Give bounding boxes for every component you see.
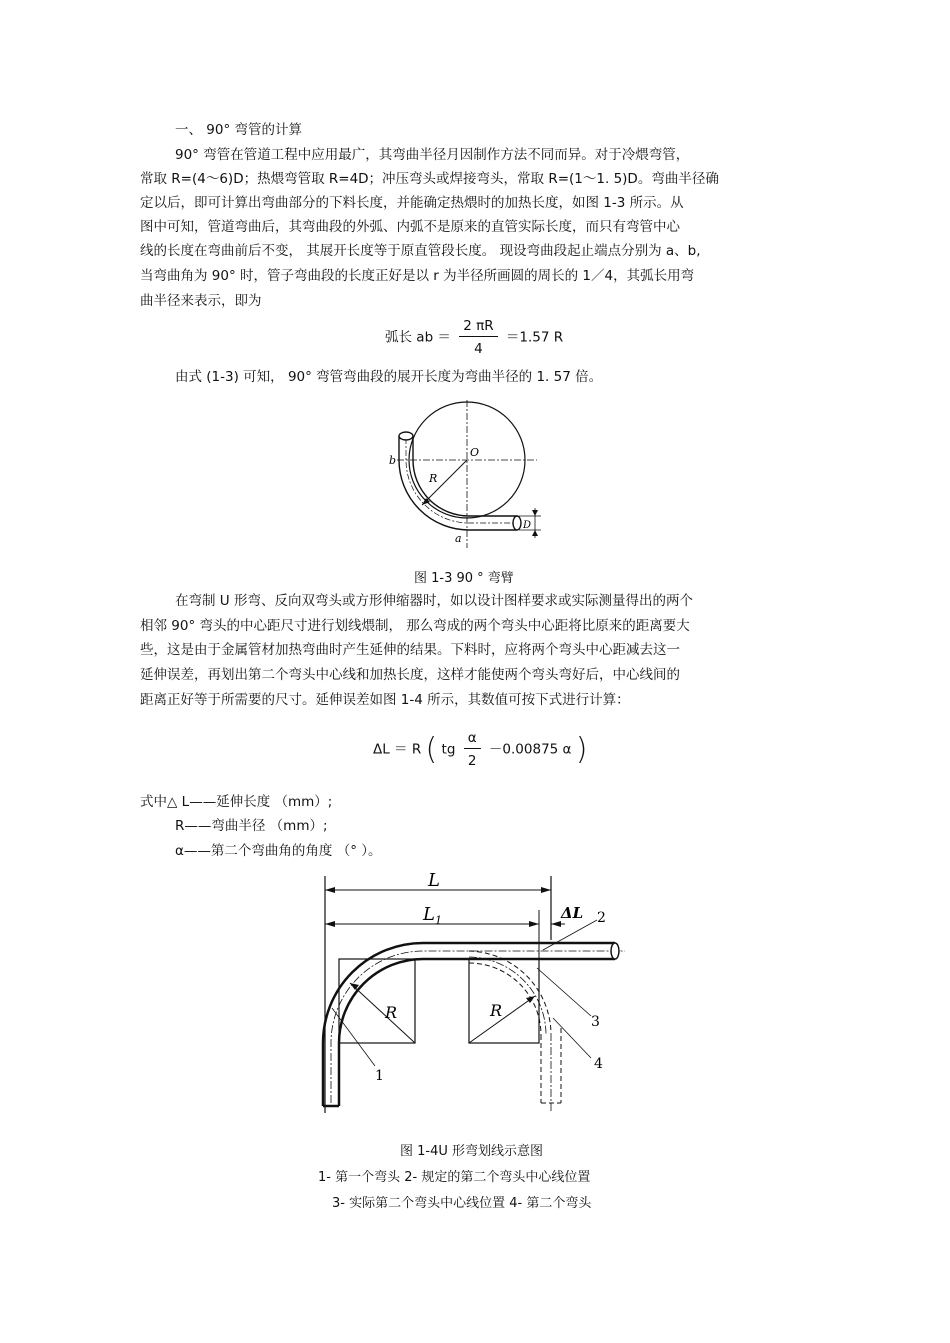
definition-delta-l: 式中△ L——延伸长度 （mm）; <box>140 794 333 810</box>
fraction-numerator: 2 πR <box>459 318 497 337</box>
text-line: 常取 R=(4～6)D；热煨弯管取 R=4D；冲压弯头或焊接弯头，常取 R=(1～1. 5)D。弯曲半径确 <box>140 171 719 187</box>
figure-1-4-legend-line-1: 1- 第一个弯头 2- 规定的第二个弯头中心线位置 <box>318 1170 591 1185</box>
label-2: 2 <box>597 910 606 926</box>
leader-4 <box>553 1018 591 1058</box>
formula-rest: －0.00875 α <box>488 741 572 758</box>
label-l1-main: L <box>423 904 435 925</box>
text-line: 在弯制 U 形弯、反向双弯头或方形伸缩器时，如以设计图样要求或实际测量得出的两个 <box>175 593 693 609</box>
text-line: 曲半径来表示，即为 <box>140 293 262 309</box>
formula-lhs: ΔL ＝ R <box>373 741 422 758</box>
label-4: 4 <box>594 1056 603 1072</box>
figure-1-3-diagram <box>385 398 565 558</box>
formula-lhs: 弧长 ab ＝ <box>385 329 451 346</box>
fraction-denominator: 2 <box>467 753 477 769</box>
label-l1 <box>422 904 442 927</box>
dim-dl-arrow <box>551 921 561 927</box>
label-l1-sub: 1 <box>434 914 442 927</box>
label-r: R <box>429 472 438 485</box>
formula-rhs: ＝1.57 R <box>505 329 564 346</box>
fraction-numerator: α <box>464 730 481 749</box>
pipe-centerline <box>406 438 515 523</box>
text-line: 定以后，即可计算出弯曲部分的下料长度，并能确定热煨时的加热长度，如图 1-3 所示。从 <box>140 195 684 211</box>
figure-1-4-caption: 图 1-4U 形弯划线示意图 <box>400 1144 544 1159</box>
label-r-left: R <box>385 1003 398 1022</box>
label-3: 3 <box>591 1014 600 1030</box>
text-line: 距离正好等于所需要的尺寸。延伸误差如图 1-4 所示，其数值可按下式进行计算： <box>140 692 630 708</box>
fraction <box>464 730 481 769</box>
paragraph-2: 由式 (1-3) 可知， 90° 弯管弯曲段的展开长度为弯曲半径的 1. 57 倍。 <box>175 369 603 385</box>
dim-l-arrow-right <box>541 887 551 893</box>
section-title: 一、 90° 弯管的计算 <box>175 122 303 138</box>
fraction <box>459 318 497 357</box>
text-line: 90° 弯管在管道工程中应用最广，其弯曲半径月因制作方法不同而异。对于冷煨弯管， <box>175 147 690 163</box>
text-line: 图中可知，管道弯曲后，其弯曲段的外弧、内弧不是原来的直管实际长度，而只有弯管中心 <box>140 219 680 235</box>
d-arrow-top <box>532 510 538 516</box>
figure-1-4-diagram <box>315 868 645 1118</box>
figure-1-3-caption: 图 1-3 90 ° 弯臂 <box>414 571 514 586</box>
label-b: b <box>389 454 397 467</box>
formula-arc-length <box>385 318 563 357</box>
label-a: a <box>455 532 462 545</box>
text-line: 相邻 90° 弯头的中心距尺寸进行划线煨制， 那么弯成的两个弯头中心距将比原来的距离要大 <box>140 618 690 634</box>
label-d: D <box>523 520 532 531</box>
pipe-top-end <box>399 432 413 440</box>
first-bend-radius <box>350 983 415 1043</box>
left-paren: ( <box>425 732 438 767</box>
figure-1-4-legend-line-2: 3- 实际第二个弯头中心线位置 4- 第二个弯头 <box>332 1196 592 1211</box>
pipe-right-end <box>513 516 521 530</box>
right-paren: ) <box>575 732 588 767</box>
label-1: 1 <box>375 1068 384 1084</box>
fraction-denominator: 4 <box>474 341 483 357</box>
text-line: 线的长度在弯曲前后不变， 其展开长度等于原直管段长度。 现设弯曲段起止端点分别为 a、b, <box>140 243 701 259</box>
text-line: 延伸误差，再划出第二个弯头中心线和加热长度，这样才能使两个弯头弯好后，中心线间的 <box>140 667 680 683</box>
first-bend-inner <box>339 959 433 1106</box>
label-l: L <box>428 870 440 891</box>
label-delta-l: ΔL <box>561 904 584 922</box>
formula-elongation <box>373 730 587 769</box>
leader-3 <box>537 968 591 1016</box>
definition-r: R——弯曲半径 （mm）; <box>175 818 328 834</box>
tg-symbol: tg <box>441 741 456 758</box>
dim-l1-arrow-left <box>325 921 335 927</box>
pipe-end <box>611 943 619 959</box>
text-line: 当弯曲角为 90° 时，管子弯曲段的长度正好是以 r 为半径所画圆的周长的 1／4，其弧长用弯 <box>140 268 695 284</box>
text-line: 些，这是由于金属管材加热弯曲时产生延伸的结果。下料时，应将两个弯头中心距减去这一 <box>140 642 680 658</box>
definition-alpha: α——第二个弯曲角的角度 （° ）。 <box>175 843 382 859</box>
label-o: O <box>470 446 480 459</box>
d-arrow-bottom <box>532 530 538 536</box>
label-r-right: R <box>490 1001 503 1020</box>
dim-l-arrow-left <box>325 887 335 893</box>
